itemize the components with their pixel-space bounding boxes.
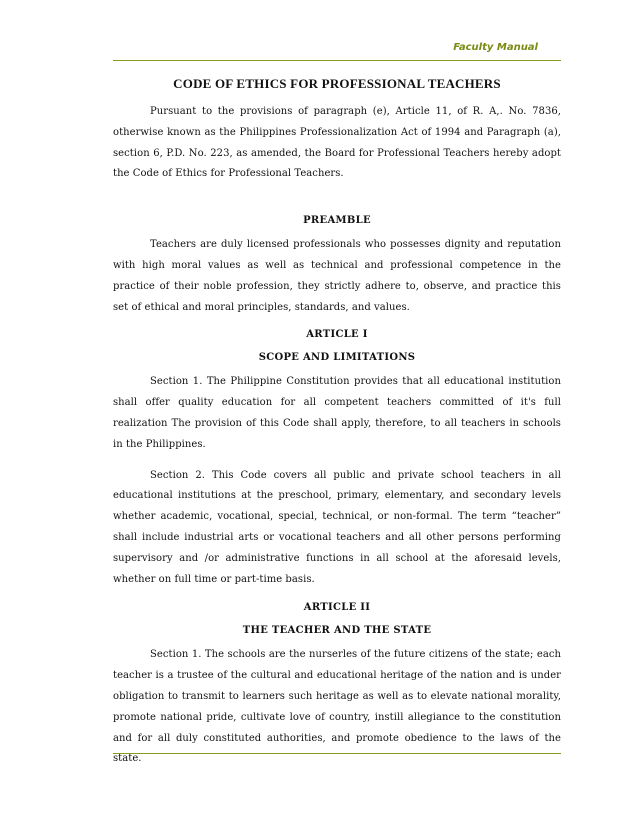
intro-paragraph: Pursuant to the provisions of paragraph (e), Article 11, of R. A,. No. 7836, otherwise known as the Philippines Professionalization Act of 1994 and Paragraph (a), section 6, P.D. No. 223, as amended, the Board for Professional Teachers hereby adopt the Code of Ethics for Professional Teachers. [113,106,561,180]
article-2-heading: ARTICLE II [303,602,371,614]
preamble-heading: PREAMBLE [303,215,371,227]
preamble-paragraph: Teachers are duly licensed professionals who possesses dignity and reputation with high moral values as well as technical and professional competence in the practice of their noble profession, they strictly adhere to, observe, and practice this set of ethical and moral principles, standards, and values. [113,239,561,313]
article-1-subheading: SCOPE AND LIMITATIONS [258,352,416,364]
article-1-heading: ARTICLE I [306,329,368,341]
running-head: Faculty Manual [453,42,538,53]
article-1-section-1: Section 1. The Philippine Constitution provides that all educational institution shall offer quality education for all competent teachers committed of it's full realization The provision of this Code shall apply, therefore, to all teachers in schools in the Philippines. [113,376,561,450]
header-rule [113,60,561,61]
document-body [113,76,561,770]
article-1-section-2: Section 2. This Code covers all public and private school teachers in all educational institutions at the preschool, primary, elementary, and secondary levels whether academic, vocational, special, technical, or non-formal. The term “teacher” shall include industrial arts or vocational teachers and all other persons performing supervisory and /or administrative functions in all school at the aforesaid levels, whether on full time or part-time basis. [113,469,561,585]
article-2-section-1: Section 1. The schools are the nurserles of the future citizens of the state; each teacher is a trustee of the cultural and educational heritage of the nation and is under obligation to transmit to learners such heritage as well as to elevate national morality, promote national pride, cultivate love of country, instill allegiance to the constitution and for all duly constituted authorities, and promote obedience to the laws of the state. [113,649,561,765]
article-2-subheading: THE TEACHER AND THE STATE [242,625,432,637]
footer-rule [113,753,561,754]
document-title: CODE OF ETHICS FOR PROFESSIONAL TEACHERS [173,76,501,91]
